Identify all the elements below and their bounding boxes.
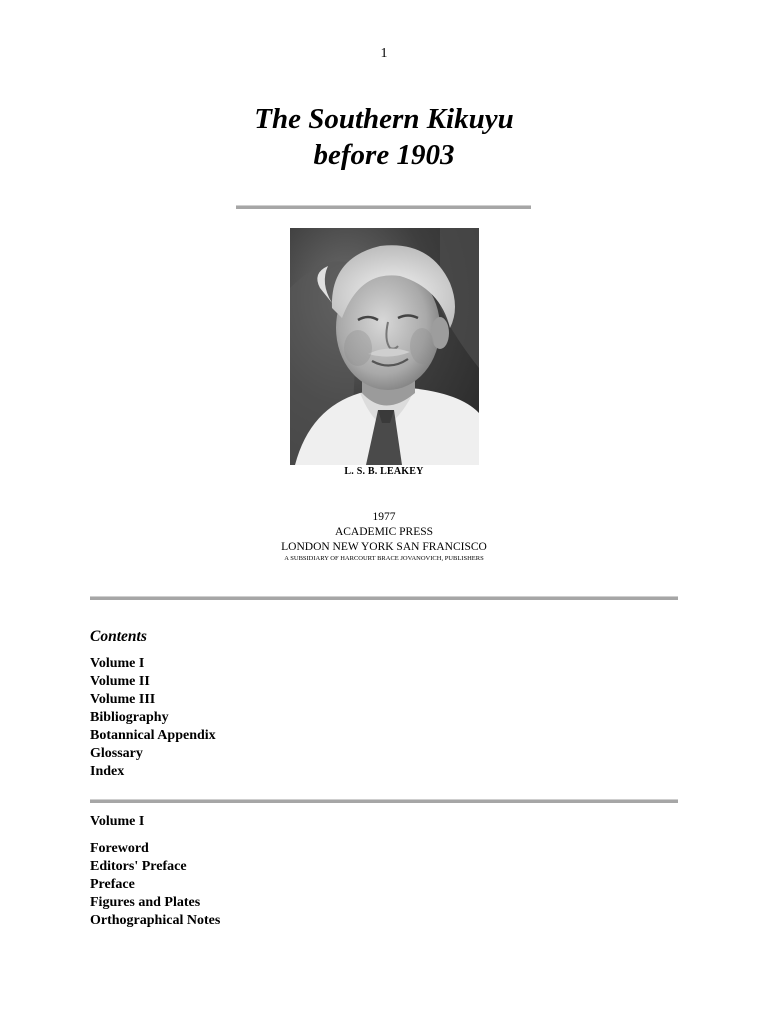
- contents-link-bibliography[interactable]: Bibliography: [90, 710, 169, 725]
- publisher-cities: LONDON NEW YORK SAN FRANCISCO: [281, 541, 487, 553]
- volume-1-link-figures-and-plates[interactable]: Figures and Plates: [90, 895, 201, 910]
- volume-1-link-foreword[interactable]: Foreword: [90, 841, 149, 856]
- volume-1-heading: Volume I: [90, 814, 145, 829]
- book-title: [0, 101, 768, 173]
- contents-link-volume-3[interactable]: Volume III: [90, 692, 156, 707]
- book-title-line-2: before 1903: [313, 139, 455, 171]
- author-name: L. S. B. LEAKEY: [344, 466, 424, 477]
- contents-link-botanical-appendix[interactable]: Botannical Appendix: [90, 728, 216, 743]
- publisher-name: ACADEMIC PRESS: [334, 526, 434, 538]
- contents-list: [90, 655, 216, 781]
- page-number: 1: [380, 46, 388, 61]
- imprint-block: [0, 510, 768, 563]
- volume-1-link-orthographical-notes[interactable]: Orthographical Notes: [90, 913, 221, 928]
- volume-1-link-preface[interactable]: Preface: [90, 877, 135, 892]
- contents-link-glossary[interactable]: Glossary: [90, 746, 143, 761]
- publication-year: 1977: [372, 511, 396, 523]
- contents-link-volume-1[interactable]: Volume I: [90, 656, 145, 671]
- contents-link-index[interactable]: Index: [90, 764, 125, 779]
- volume-1-list: [90, 840, 220, 930]
- contents-heading: Contents: [90, 628, 147, 645]
- volume-1-link-editors-preface[interactable]: Editors' Preface: [90, 859, 187, 874]
- book-title-line-1: The Southern Kikuyu: [254, 103, 514, 135]
- portrait-illustration: [290, 228, 479, 465]
- divider-middle: [90, 596, 678, 600]
- divider-lower: [90, 799, 678, 803]
- author-portrait: [290, 228, 479, 465]
- contents-link-volume-2[interactable]: Volume II: [90, 674, 150, 689]
- divider-top: [236, 205, 531, 209]
- publisher-subsidiary: A SUBSIDIARY OF HARCOURT BRACE JOVANOVICH, PUBLISHERS: [284, 555, 484, 562]
